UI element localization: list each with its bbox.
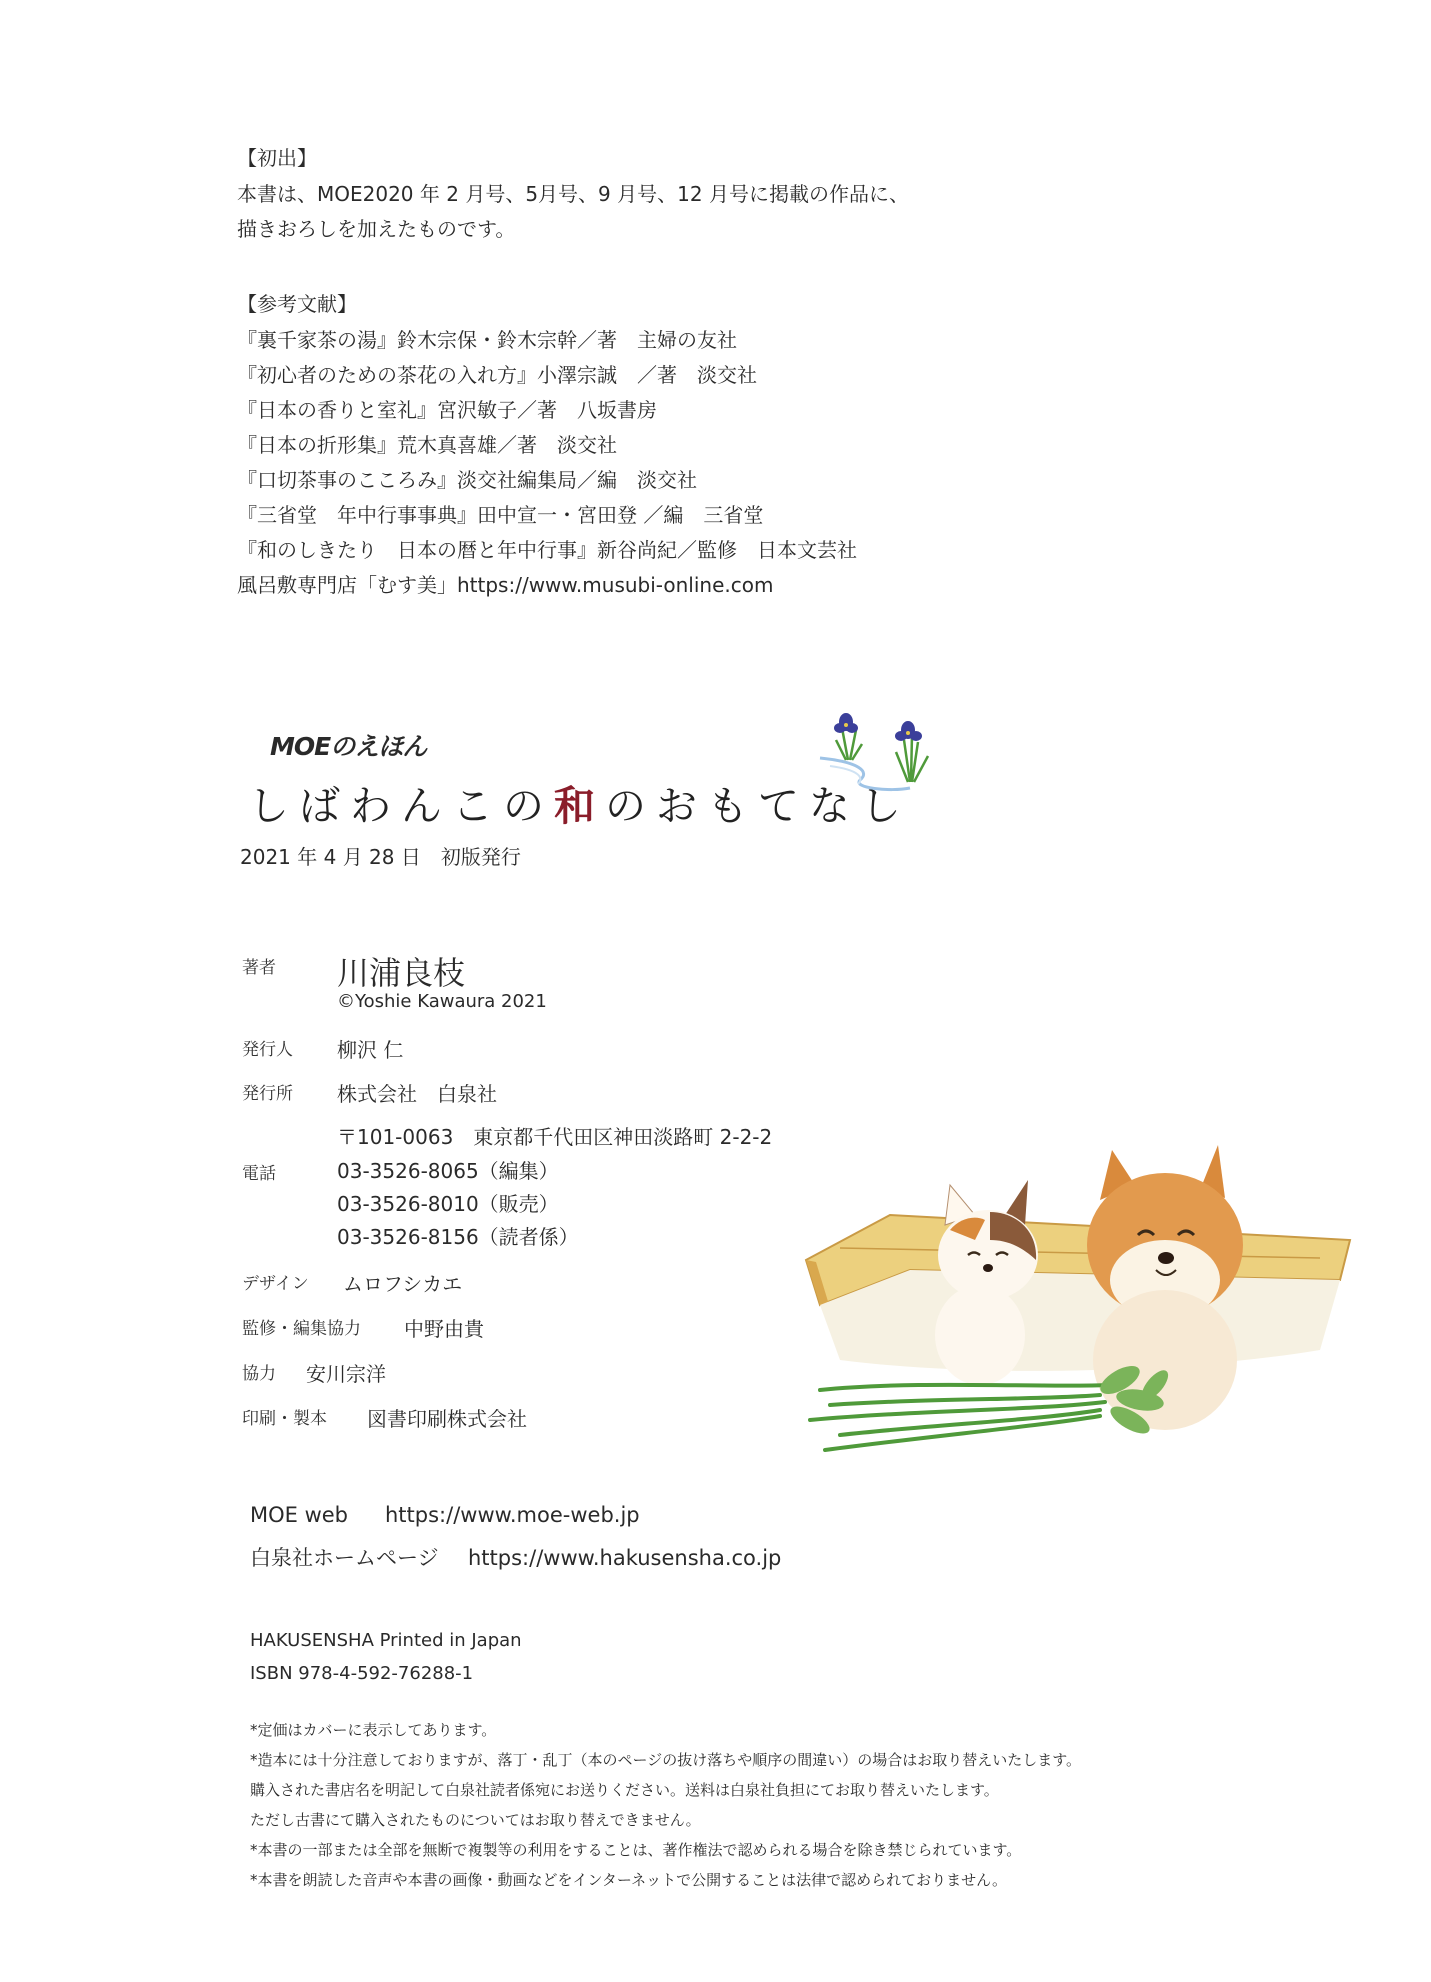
green-onion-bundle bbox=[810, 1385, 1110, 1450]
reference-item: 『三省堂 年中行事事典』田中宣一・宮田登 ／編 三省堂 bbox=[237, 503, 764, 527]
note-line: *定価はカバーに表示してあります。 bbox=[250, 1721, 497, 1739]
phone-number: 03-3526-8065（編集） bbox=[337, 1159, 559, 1183]
cooperator: 安川宗洋 bbox=[306, 1362, 386, 1386]
phone-number: 03-3526-8010（販売） bbox=[337, 1192, 559, 1216]
address: 〒101-0063 東京都千代田区神田淡路町 2-2-2 bbox=[337, 1125, 773, 1149]
note-line: 購入された書店名を明記して白泉社読者係宛にお送りください。送料は白泉社負担にてお取り替えいたします。 bbox=[250, 1781, 999, 1799]
designer: ムロフシカエ bbox=[343, 1272, 463, 1296]
reference-item: 『日本の香りと室礼』宮沢敏子／著 八坂書房 bbox=[237, 398, 657, 422]
phone-label: 電話 bbox=[242, 1164, 276, 1184]
printed-in: HAKUSENSHA Printed in Japan bbox=[250, 1630, 522, 1651]
first-appearance-line: 描きおろしを加えたものです。 bbox=[237, 217, 516, 241]
moe-web-link[interactable]: https://www.moe-web.jp bbox=[385, 1503, 640, 1527]
hakusensha-link[interactable]: https://www.hakusensha.co.jp bbox=[468, 1546, 782, 1570]
design-label: デザイン bbox=[242, 1274, 309, 1294]
references-heading: 【参考文献】 bbox=[237, 292, 357, 316]
publisher-label: 発行所 bbox=[242, 1084, 293, 1104]
publish-date: 2021 年 4 月 28 日 初版発行 bbox=[240, 845, 521, 869]
note-line: *本書を朗読した音声や本書の画像・動画などをインターネットで公開することは法律で認められておりません。 bbox=[250, 1871, 1008, 1889]
hakusensha-label: 白泉社ホームページ bbox=[250, 1546, 439, 1570]
title-highlight: 和 bbox=[554, 782, 605, 830]
moe-web-label: MOE web bbox=[250, 1503, 349, 1527]
reference-item: 風呂敷専門店「むす美」https://www.musubi-online.com bbox=[237, 573, 774, 597]
reference-item: 『和のしきたり 日本の暦と年中行事』新谷尚紀／監修 日本文芸社 bbox=[237, 538, 857, 562]
note-line: ただし古書にて購入されたものについてはお取り替えできません。 bbox=[250, 1811, 701, 1829]
printer: 図書印刷株式会社 bbox=[367, 1407, 527, 1431]
cooperation-label: 協力 bbox=[242, 1364, 276, 1384]
reference-item: 『裏千家茶の湯』鈴木宗保・鈴木宗幹／著 主婦の友社 bbox=[237, 328, 737, 352]
note-line: *本書の一部または全部を無断で複製等の利用をすることは、著作権法で認められる場合を除き禁じられています。 bbox=[250, 1841, 1022, 1859]
publisher-person-label: 発行人 bbox=[242, 1040, 293, 1060]
first-appearance-line: 本書は、MOE2020 年 2 月号、5月号、9 月号、12 月号に掲載の作品に、 bbox=[237, 182, 909, 206]
series-name: MOEのえほん bbox=[270, 732, 427, 761]
copyright: ©Yoshie Kawaura 2021 bbox=[337, 991, 547, 1012]
reference-item: 『初心者のための茶花の入れ方』小澤宗誠 ／著 淡交社 bbox=[237, 363, 757, 387]
reference-item: 『口切茶事のこころみ』淡交社編集局／編 淡交社 bbox=[237, 468, 697, 492]
supervision-label: 監修・編集協力 bbox=[242, 1319, 361, 1339]
phone-number: 03-3526-8156（読者係） bbox=[337, 1225, 579, 1249]
publisher: 株式会社 白泉社 bbox=[337, 1082, 497, 1106]
author-label: 著者 bbox=[242, 958, 276, 978]
publisher-person: 柳沢 仁 bbox=[337, 1038, 404, 1062]
reference-item: 『日本の折形集』荒木真喜雄／著 淡交社 bbox=[237, 433, 617, 457]
title-part: のおもてなし bbox=[605, 782, 911, 830]
iris-flowers-illustration bbox=[800, 700, 960, 800]
supervisor: 中野由貴 bbox=[404, 1317, 484, 1341]
shiba-dogs-bath-illustration bbox=[800, 1130, 1360, 1480]
author-name: 川浦良枝 bbox=[337, 954, 466, 992]
first-appearance-heading: 【初出】 bbox=[237, 146, 317, 170]
isbn: ISBN 978-4-592-76288-1 bbox=[250, 1663, 474, 1684]
printing-label: 印刷・製本 bbox=[242, 1409, 327, 1429]
note-line: *造本には十分注意しておりますが、落丁・乱丁（本のページの抜け落ちや順序の間違い）の場合はお取り替えいたします。 bbox=[250, 1751, 1082, 1769]
title-part: しばわんこの bbox=[248, 782, 554, 830]
